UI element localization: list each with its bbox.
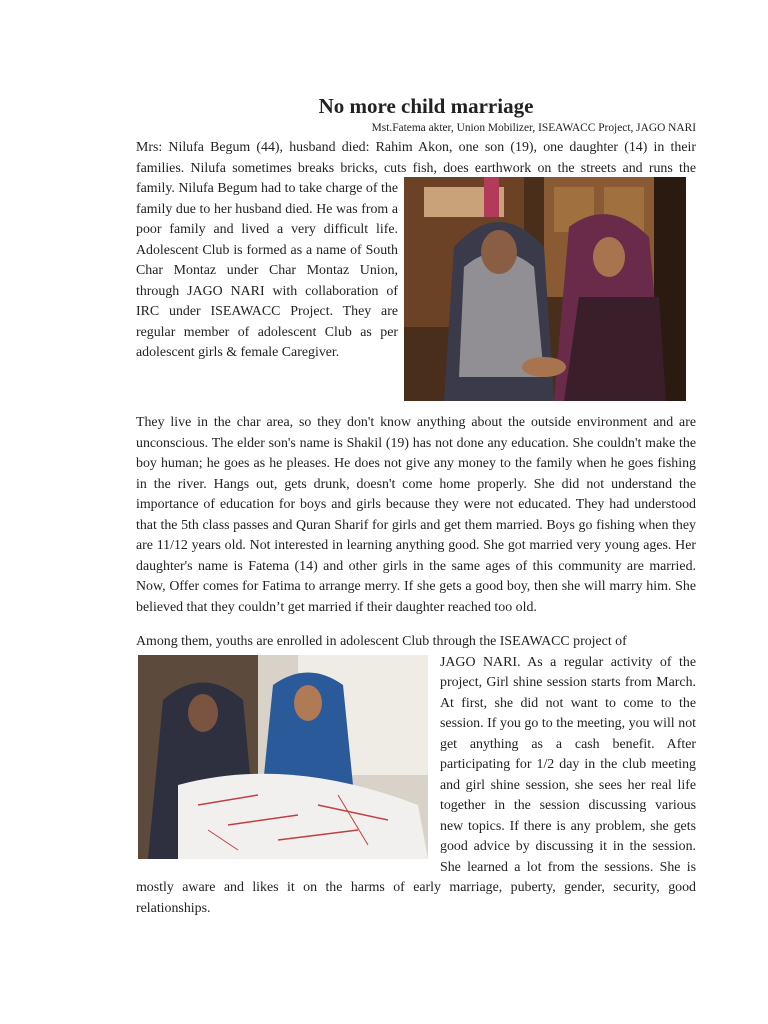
- article-title: No more child marriage: [318, 94, 534, 118]
- article: [136, 92, 696, 919]
- photo-sewing-session: [138, 655, 428, 859]
- paragraph-1-block: [136, 138, 696, 405]
- paragraph-1: Mrs: Nilufa Begum (44), husband died: Rahim Akon, one son (19), one daughter (14) in their families. Nilufa sometimes breaks bricks, cuts fish, does earthwork on the streets and runs the family. Nilufa Begum had to take charge of the family due to her husband died. He was from a poor family and lived a very difficult life. Adolescent Club is formed as a name of South Char Montaz under Char Montaz Union, through JAGO NARI with collaboration of IRC under ISEAWACC Project. They are regular member of adolescent Club as per adolescent girls & female Caregiver.: [136, 140, 696, 360]
- photo-mother-daughter-image: [404, 177, 686, 401]
- paragraph-3-lead: Among them, youths are enrolled in adolescent Club through the ISEAWACC project of: [136, 634, 627, 649]
- paragraph-3: JAGO NARI. As a regular activity of the project, Girl shine session starts from March. At first, she did not want to come to the session. If you go to the meeting, you will not get anything as a cash benefit. After participating for 1/2 day in the club meeting and girl shine session, she sees her real life together in the session discussing various new topics. If there is any problem, she gets good advice by discussing it in the session. She learned a lot from the sessions. She is mostly aware and likes it on the harms of early marriage, puberty, gender, security, good relationships.: [136, 654, 696, 916]
- paragraph-2: They live in the char area, so they don't know anything about the outside environment and are unconscious. The elder son's name is Shakil (19) has not done any education. She couldn't make the boy human; he goes as he pleases. He does not give any money to the family when he goes fishing in the river. Hangs out, gets drunk, doesn't come home properly. She did not understand the importance of education for boys and girls because they were not educated. They had understood that the 5th class passes and Quran Sharif for girls and get them married. Boys go fishing when they are 11/12 years old. Not interested in learning anything good. She got married very young ages. Her daughter's name is Fatema (14) and other girls in the same ages of this community are married. Now, Offer comes for Fatima to arrange merry. If she gets a good boy, then she will marry him. She believed that they couldn’t get married if their daughter reached too old.: [136, 415, 696, 615]
- article-byline: Mst.Fatema akter, Union Mobilizer, ISEAWACC Project, JAGO NARI: [371, 122, 696, 134]
- photo-sewing-session-image: [138, 655, 428, 859]
- photo-mother-daughter: [404, 177, 686, 401]
- paragraph-3-block: [136, 653, 696, 920]
